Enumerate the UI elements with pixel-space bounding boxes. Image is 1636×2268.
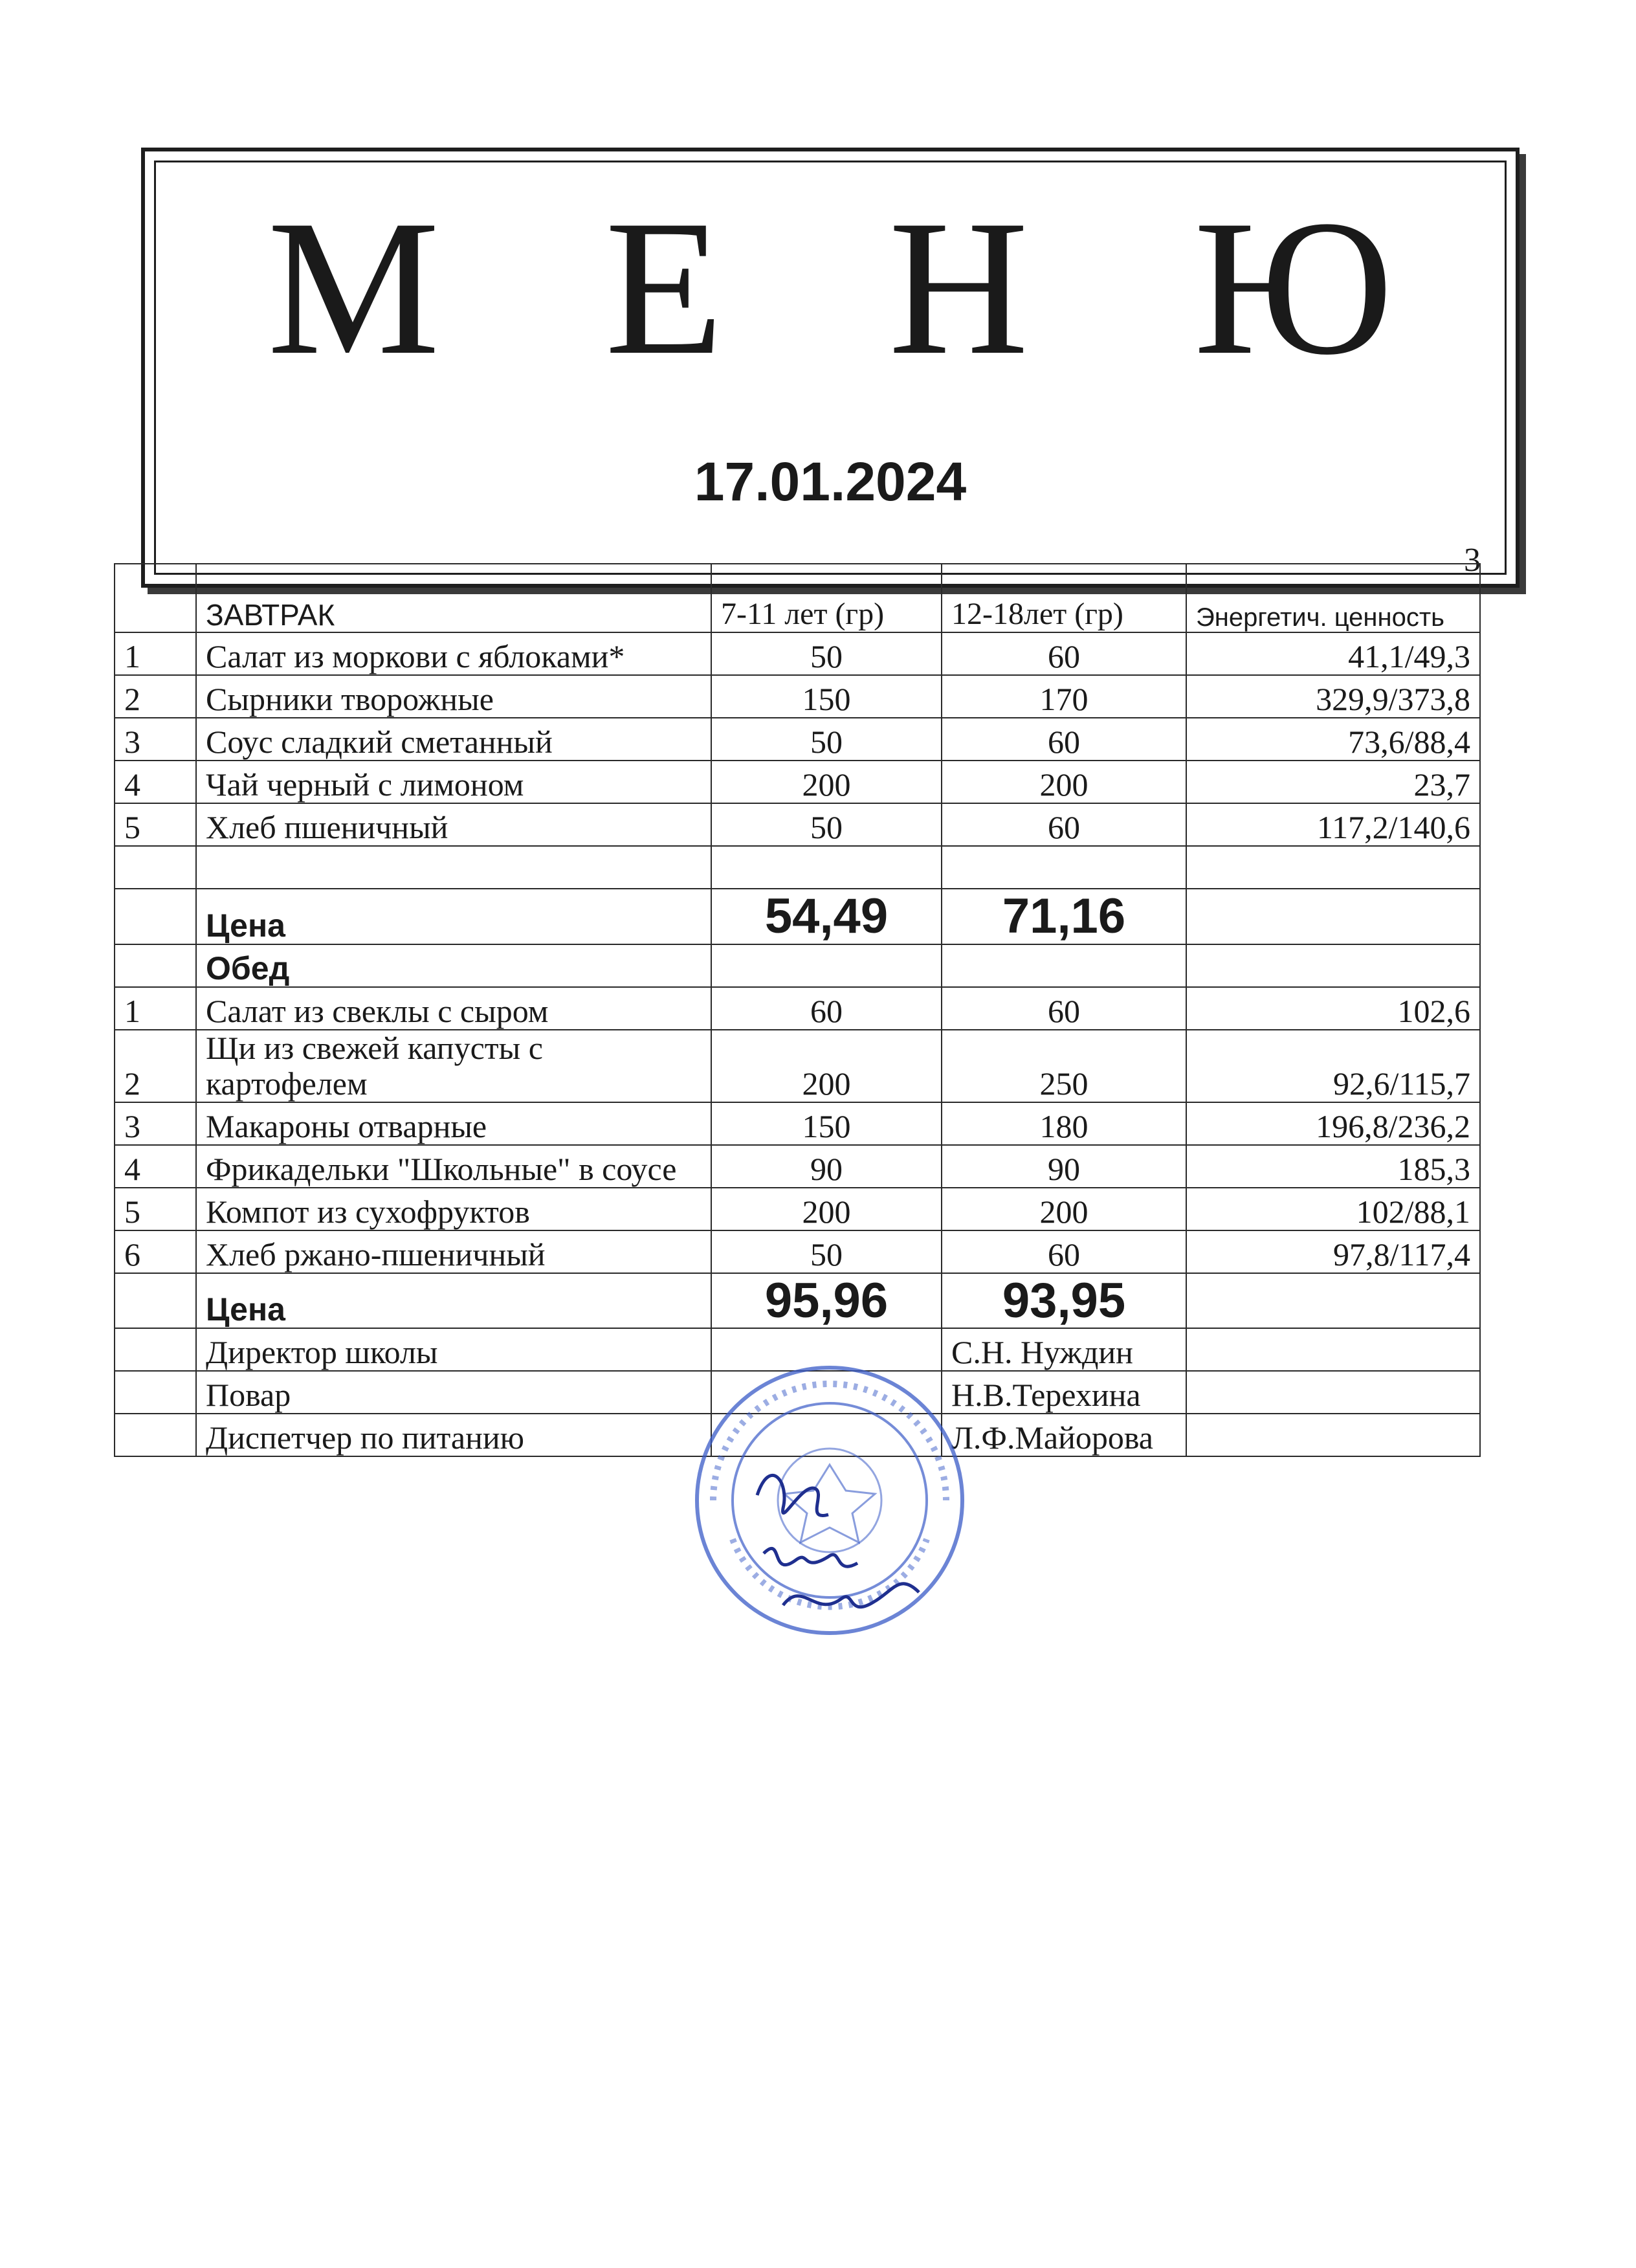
item-portion-7-11: 200 xyxy=(711,1030,942,1102)
empty-cell xyxy=(1186,846,1480,889)
breakfast-item-row xyxy=(115,632,1480,675)
col-age-12-18: 12-18лет (гр) xyxy=(942,564,1186,632)
item-number: 3 xyxy=(115,718,196,761)
empty-cell xyxy=(1186,889,1480,944)
price-label: Цена xyxy=(196,1273,711,1329)
item-name: Чай черный с лимоном xyxy=(196,761,711,803)
item-portion-12-18: 170 xyxy=(942,675,1186,718)
item-portion-12-18: 60 xyxy=(942,718,1186,761)
item-name: Салат из свеклы с сыром xyxy=(196,987,711,1030)
item-number: 2 xyxy=(115,1030,196,1102)
item-number: 5 xyxy=(115,1188,196,1230)
signer-name: С.Н. Нуждин xyxy=(942,1328,1186,1371)
empty-cell xyxy=(1186,1371,1480,1414)
price-7-11: 54,49 xyxy=(711,889,942,944)
item-portion-7-11: 60 xyxy=(711,987,942,1030)
signer-role: Повар xyxy=(196,1371,711,1414)
item-portion-7-11: 50 xyxy=(711,1230,942,1273)
item-portion-12-18: 60 xyxy=(942,632,1186,675)
empty-cell xyxy=(1186,1328,1480,1371)
signer-name: Л.Ф.Майорова xyxy=(942,1414,1186,1456)
item-number: 4 xyxy=(115,1145,196,1188)
breakfast-item-row xyxy=(115,761,1480,803)
lunch-item-row xyxy=(115,1102,1480,1145)
item-portion-12-18: 60 xyxy=(942,987,1186,1030)
lunch-item-row xyxy=(115,1188,1480,1230)
item-energy: 73,6/88,4 xyxy=(1186,718,1480,761)
item-portion-7-11: 200 xyxy=(711,1188,942,1230)
item-name: Хлеб пшеничный xyxy=(196,803,711,846)
item-energy: 329,9/373,8 xyxy=(1186,675,1480,718)
item-portion-7-11: 90 xyxy=(711,1145,942,1188)
item-number: 3 xyxy=(115,1102,196,1145)
item-number: 1 xyxy=(115,987,196,1030)
item-number: 2 xyxy=(115,675,196,718)
lunch-label-row xyxy=(115,944,1480,987)
page-number: 3 xyxy=(1464,542,1481,579)
empty-cell xyxy=(115,944,196,987)
item-portion-7-11: 50 xyxy=(711,718,942,761)
item-number: 6 xyxy=(115,1230,196,1273)
item-portion-7-11: 50 xyxy=(711,803,942,846)
item-portion-12-18: 60 xyxy=(942,803,1186,846)
item-name: Компот из сухофруктов xyxy=(196,1188,711,1230)
col-age-7-11: 7-11 лет (гр) xyxy=(711,564,942,632)
menu-title: М Е Н Ю xyxy=(267,180,1452,395)
item-energy: 97,8/117,4 xyxy=(1186,1230,1480,1273)
breakfast-label: ЗАВТРАК xyxy=(196,564,711,632)
handwritten-signature xyxy=(744,1443,938,1638)
signer-role: Директор школы xyxy=(196,1328,711,1371)
breakfast-item-row xyxy=(115,675,1480,718)
item-name: Сырники творожные xyxy=(196,675,711,718)
item-portion-12-18: 200 xyxy=(942,761,1186,803)
menu-date: 17.01.2024 xyxy=(694,451,967,512)
empty-cell xyxy=(115,1371,196,1414)
empty-cell xyxy=(115,1328,196,1371)
signer-name: Н.В.Терехина xyxy=(942,1371,1186,1414)
col-energy: Энергетич. ценность xyxy=(1186,564,1480,632)
item-portion-7-11: 50 xyxy=(711,632,942,675)
item-portion-7-11: 150 xyxy=(711,1102,942,1145)
item-name: Хлеб ржано-пшеничный xyxy=(196,1230,711,1273)
item-name: Щи из свежей капусты с картофелем xyxy=(196,1030,711,1102)
lunch-item-row xyxy=(115,987,1480,1030)
item-name: Макароны отварные xyxy=(196,1102,711,1145)
item-energy: 185,3 xyxy=(1186,1145,1480,1188)
lunch-price-row xyxy=(115,1273,1480,1329)
item-portion-12-18: 250 xyxy=(942,1030,1186,1102)
empty-cell xyxy=(1186,1414,1480,1456)
item-number: 5 xyxy=(115,803,196,846)
item-name: Салат из моркови с яблоками* xyxy=(196,632,711,675)
empty-cell xyxy=(942,944,1186,987)
item-number: 1 xyxy=(115,632,196,675)
empty-cell xyxy=(1186,944,1480,987)
item-energy: 102/88,1 xyxy=(1186,1188,1480,1230)
lunch-item-row xyxy=(115,1145,1480,1188)
item-portion-12-18: 180 xyxy=(942,1102,1186,1145)
item-energy: 196,8/236,2 xyxy=(1186,1102,1480,1145)
signer-role: Диспетчер по питанию xyxy=(196,1414,711,1456)
lunch-item-row xyxy=(115,1030,1480,1102)
item-energy: 102,6 xyxy=(1186,987,1480,1030)
item-portion-7-11: 150 xyxy=(711,675,942,718)
lunch-label: Обед xyxy=(196,944,711,987)
header-num-cell xyxy=(115,564,196,632)
breakfast-item-row xyxy=(115,803,1480,846)
lunch-item-row xyxy=(115,1230,1480,1273)
empty-cell xyxy=(942,846,1186,889)
table-header-row xyxy=(115,564,1480,632)
empty-cell xyxy=(196,846,711,889)
empty-cell xyxy=(115,1273,196,1329)
menu-table xyxy=(114,563,1481,1457)
item-portion-7-11: 200 xyxy=(711,761,942,803)
breakfast-price-row xyxy=(115,889,1480,944)
empty-cell xyxy=(115,846,196,889)
item-portion-12-18: 200 xyxy=(942,1188,1186,1230)
empty-cell xyxy=(711,846,942,889)
item-portion-12-18: 90 xyxy=(942,1145,1186,1188)
item-number: 4 xyxy=(115,761,196,803)
item-portion-12-18: 60 xyxy=(942,1230,1186,1273)
breakfast-blank-row xyxy=(115,846,1480,889)
item-name: Фрикадельки "Школьные" в соусе xyxy=(196,1145,711,1188)
price-12-18: 71,16 xyxy=(942,889,1186,944)
item-energy: 117,2/140,6 xyxy=(1186,803,1480,846)
price-12-18: 93,95 xyxy=(942,1273,1186,1329)
menu-header-box xyxy=(141,148,1520,588)
item-energy: 41,1/49,3 xyxy=(1186,632,1480,675)
empty-cell xyxy=(115,1414,196,1456)
item-energy: 92,6/115,7 xyxy=(1186,1030,1480,1102)
empty-cell xyxy=(711,944,942,987)
breakfast-item-row xyxy=(115,718,1480,761)
price-label: Цена xyxy=(196,889,711,944)
price-7-11: 95,96 xyxy=(711,1273,942,1329)
item-energy: 23,7 xyxy=(1186,761,1480,803)
empty-cell xyxy=(115,889,196,944)
item-name: Соус сладкий сметанный xyxy=(196,718,711,761)
empty-cell xyxy=(1186,1273,1480,1329)
